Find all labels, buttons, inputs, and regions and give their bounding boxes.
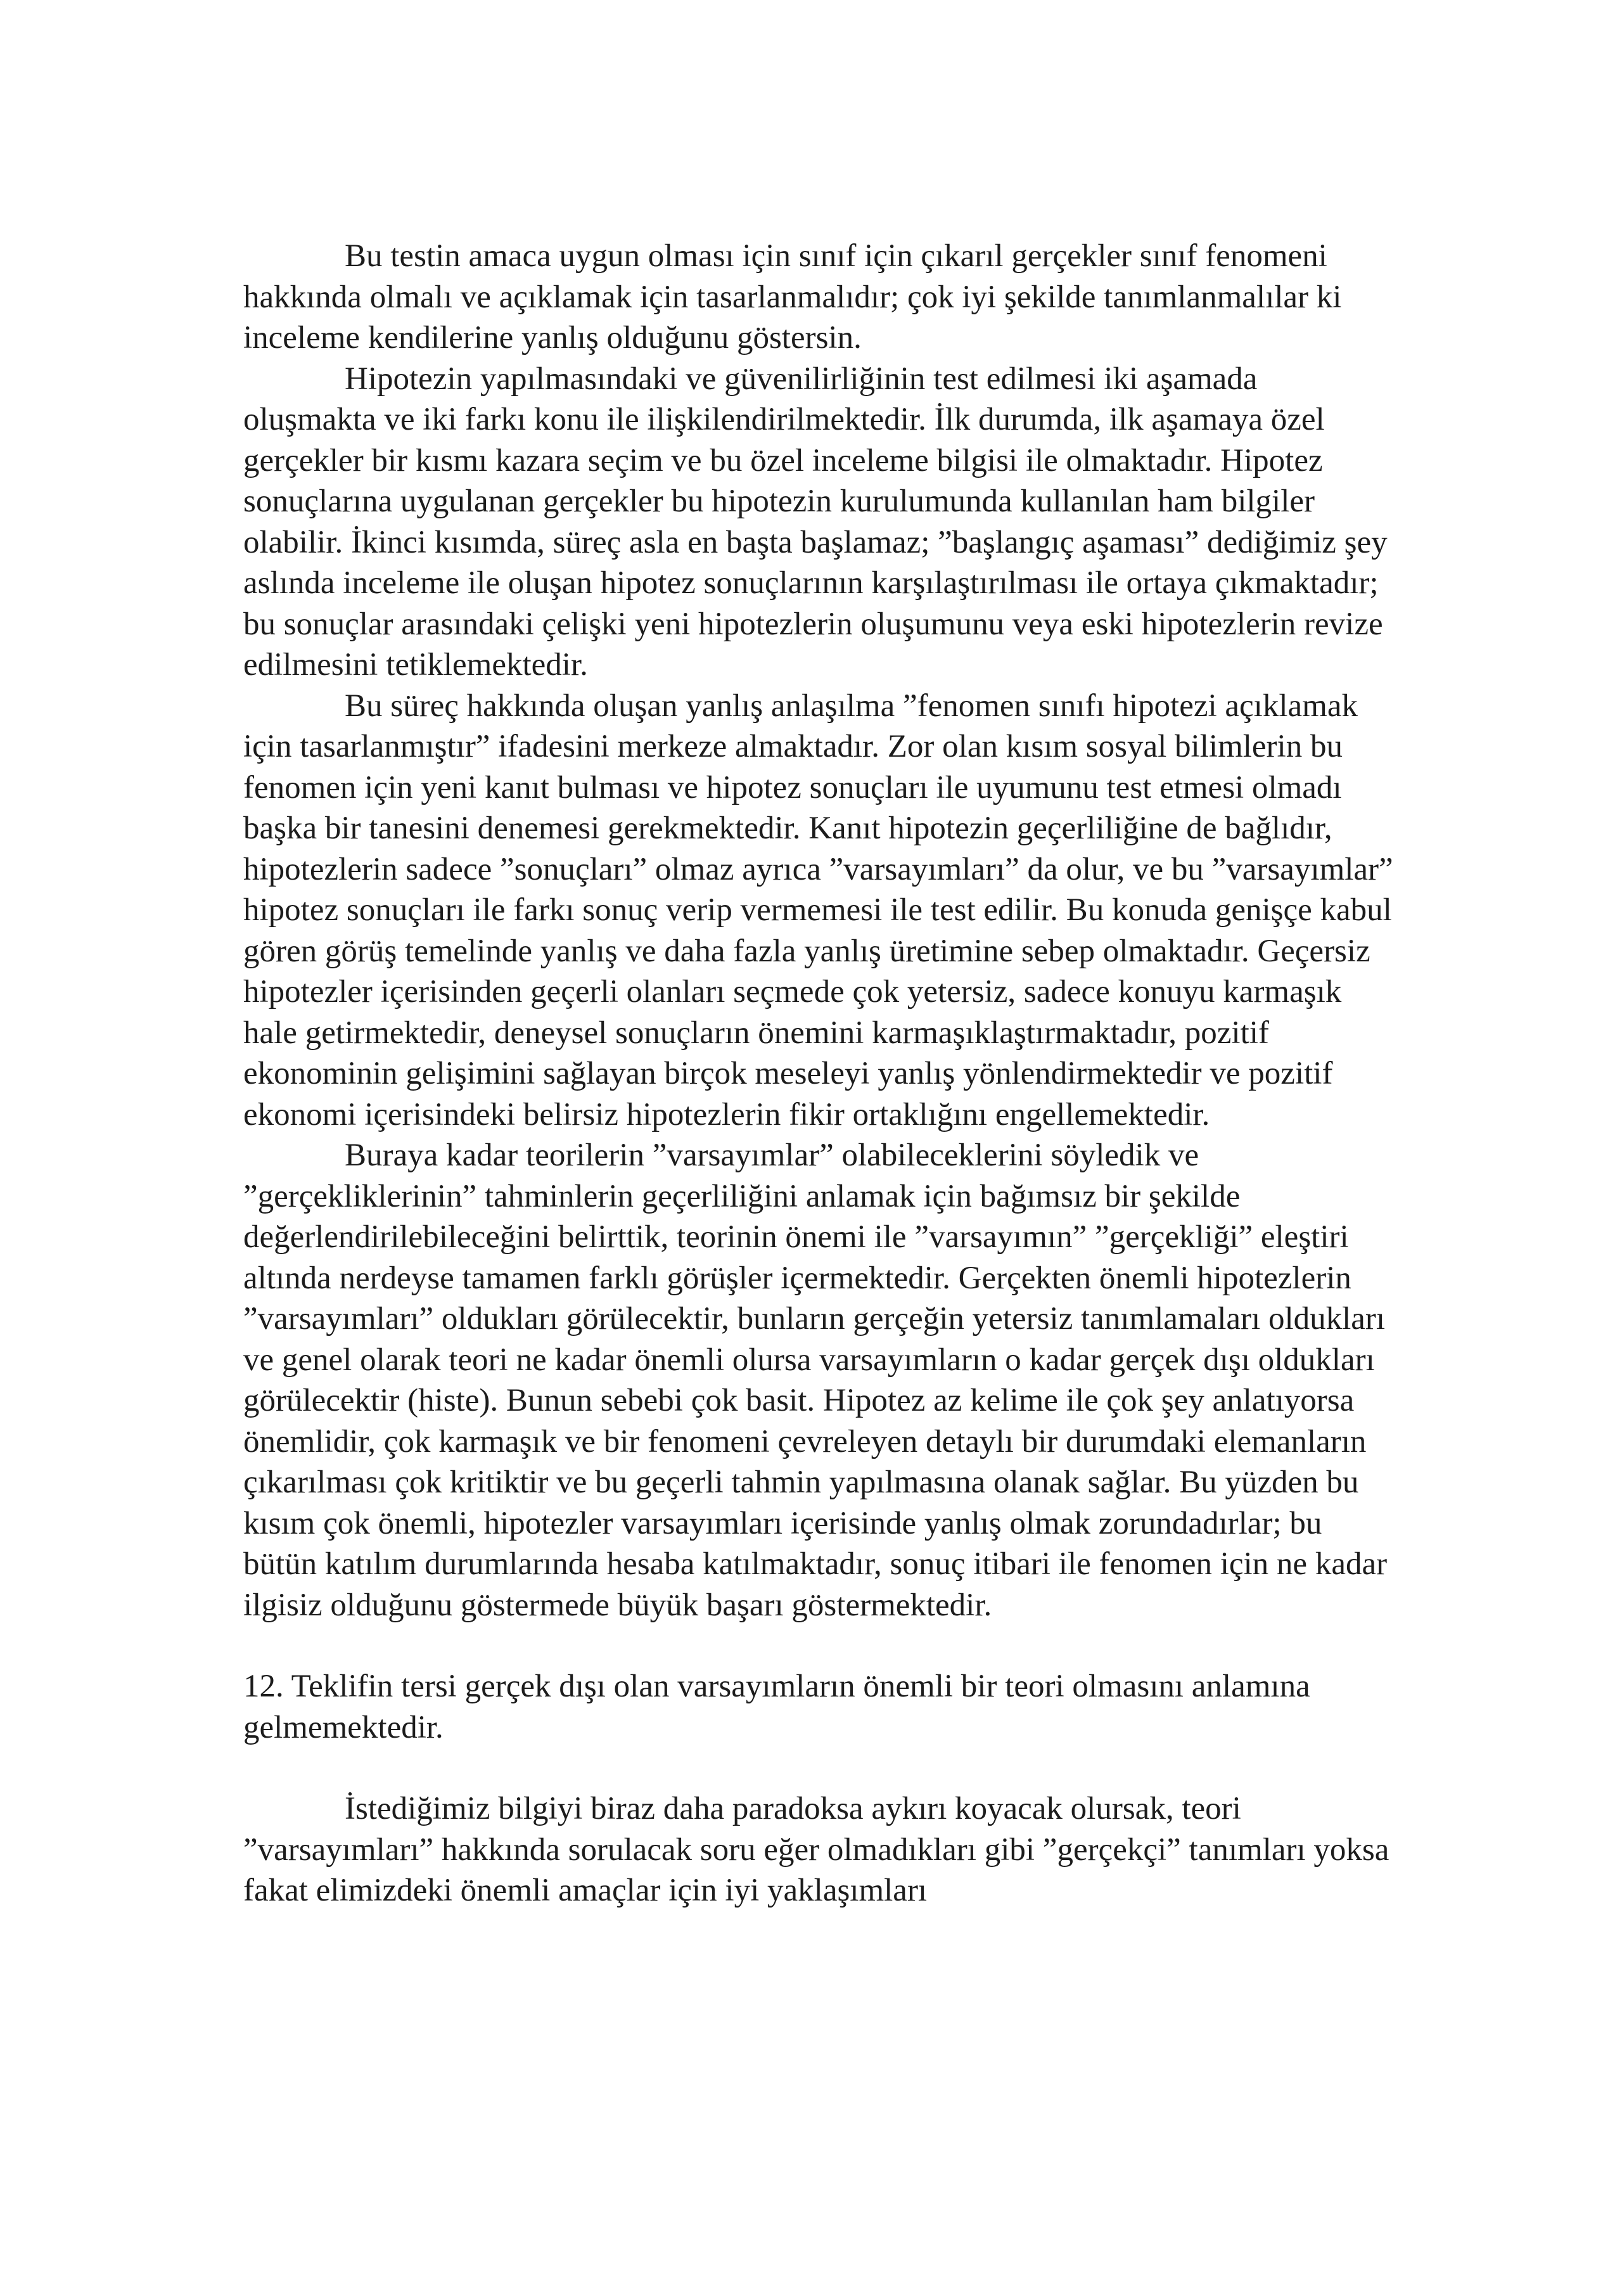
paragraph-3: Bu süreç hakkında oluşan yanlış anlaşılma ”fenomen sınıfı hipotezi açıklamak için tasarlanmıştır” ifadesini merkeze almaktadır. Zor olan kısım sosyal bilimlerin bu fenomen için yeni kanıt bulması ve hipotez sonuçları ile uyumunu test etmesi olmadı başka bir tanesini denemesi gerekmektedir. Kanıt hipotezin geçerliliğine de bağlıdır, hipotezlerin sadece ”sonuçları” olmaz ayrıca ”varsayımları” da olur, ve bu ”varsayımlar” hipotez sonuçları ile farkı sonuç verip vermemesi ile test edilir. Bu konuda genişçe kabul gören görüş temelinde yanlış ve daha fazla yanlış üretimine sebep olmaktadır. Geçersiz hipotezler içerisinden geçerli olanları seçmede çok yetersiz, sadece konuyu karmaşık hale getirmektedir, deneysel sonuçların önemini karmaşıklaştırmaktadır, pozitif ekonominin gelişimini sağlayan birçok meseleyi yanlış yönlendirmektedir ve pozitif ekonomi içerisindeki belirsiz hipotezlerin fikir ortaklığını engellemektedir.	[243, 688, 1393, 1132]
paragraph-2: Hipotezin yapılmasındaki ve güvenilirliğinin test edilmesi iki aşamada oluşmakta ve iki farkı konu ile ilişkilendirilmektedir. İlk durumda, ilk aşamaya özel gerçekler bir kısmı kazara seçim ve bu özel inceleme bilgisi ile olmaktadır. Hipotez sonuçlarına uygulanan gerçekler bu hipotezin kurulumunda kullanılan ham bilgiler olabilir. İkinci kısımda, süreç asla en başta başlamaz; ”başlangıç aşaması” dediğimiz şey aslında inceleme ile oluşan hipotez sonuçlarının karşılaştırılması ile ortaya çıkmaktadır; bu sonuçlar arasındaki çelişki yeni hipotezlerin oluşumunu veya eski hipotezlerin revize edilmesini tetiklemektedir.	[243, 361, 1388, 683]
section-heading: 12. Teklifin tersi gerçek dışı olan varsayımların önemli bir teori olmasını anlamına gelmemektedir.	[243, 1669, 1310, 1745]
paragraph-4: Buraya kadar teorilerin ”varsayımlar” olabileceklerini söyledik ve ”gerçekliklerinin” tahminlerin geçerliliğini anlamak için bağımsız bir şekilde değerlendirilebileceğini belirttik, teorinin önemi ile ”varsayımın” ”gerçekliği” eleştiri altında nerdeyse tamamen farklı görüşler içermektedir. Gerçekten önemli hipotezlerin ”varsayımları” oldukları görülecektir, bunların gerçeğin yetersiz tanımlamaları oldukları ve genel olarak teori ne kadar önemli olursa varsayımların o kadar gerçek dışı oldukları görülecektir (histe). Bunun sebebi çok basit. Hipotez az kelime ile çok şey anlatıyorsa önemlidir, çok karmaşık ve bir fenomeni çevreleyen detaylı bir durumdaki elemanların çıkarılması çok kritiktir ve bu geçerli tahmin yapılmasına olanak sağlar. Bu yüzden bu kısım çok önemli, hipotezler varsayımları içerisinde yanlış olmak zorundadırlar; bu bütün katılım durumlarında hesaba katılmaktadır, sonuç itibari ile fenomen için ne kadar ilgisiz olduğunu göstermede büyük başarı göstermektedir.	[243, 1138, 1388, 1623]
body-text	[243, 236, 1396, 1911]
paragraph-5: İstediğimiz bilgiyi biraz daha paradoksa aykırı koyacak olursak, teori ”varsayımları” hakkında sorulacak soru eğer olmadıkları gibi ”gerçekçi” tanımları yoksa fakat elimizdeki önemli amaçlar için iyi yaklaşımları	[243, 1791, 1389, 1908]
paragraph-1: Bu testin amaca uygun olması için sınıf için çıkarıl gerçekler sınıf fenomeni hakkında olmalı ve açıklamak için tasarlanmalıdır; çok iyi şekilde tanımlanmalılar ki inceleme kendilerine yanlış olduğunu göstersin.	[243, 238, 1342, 356]
